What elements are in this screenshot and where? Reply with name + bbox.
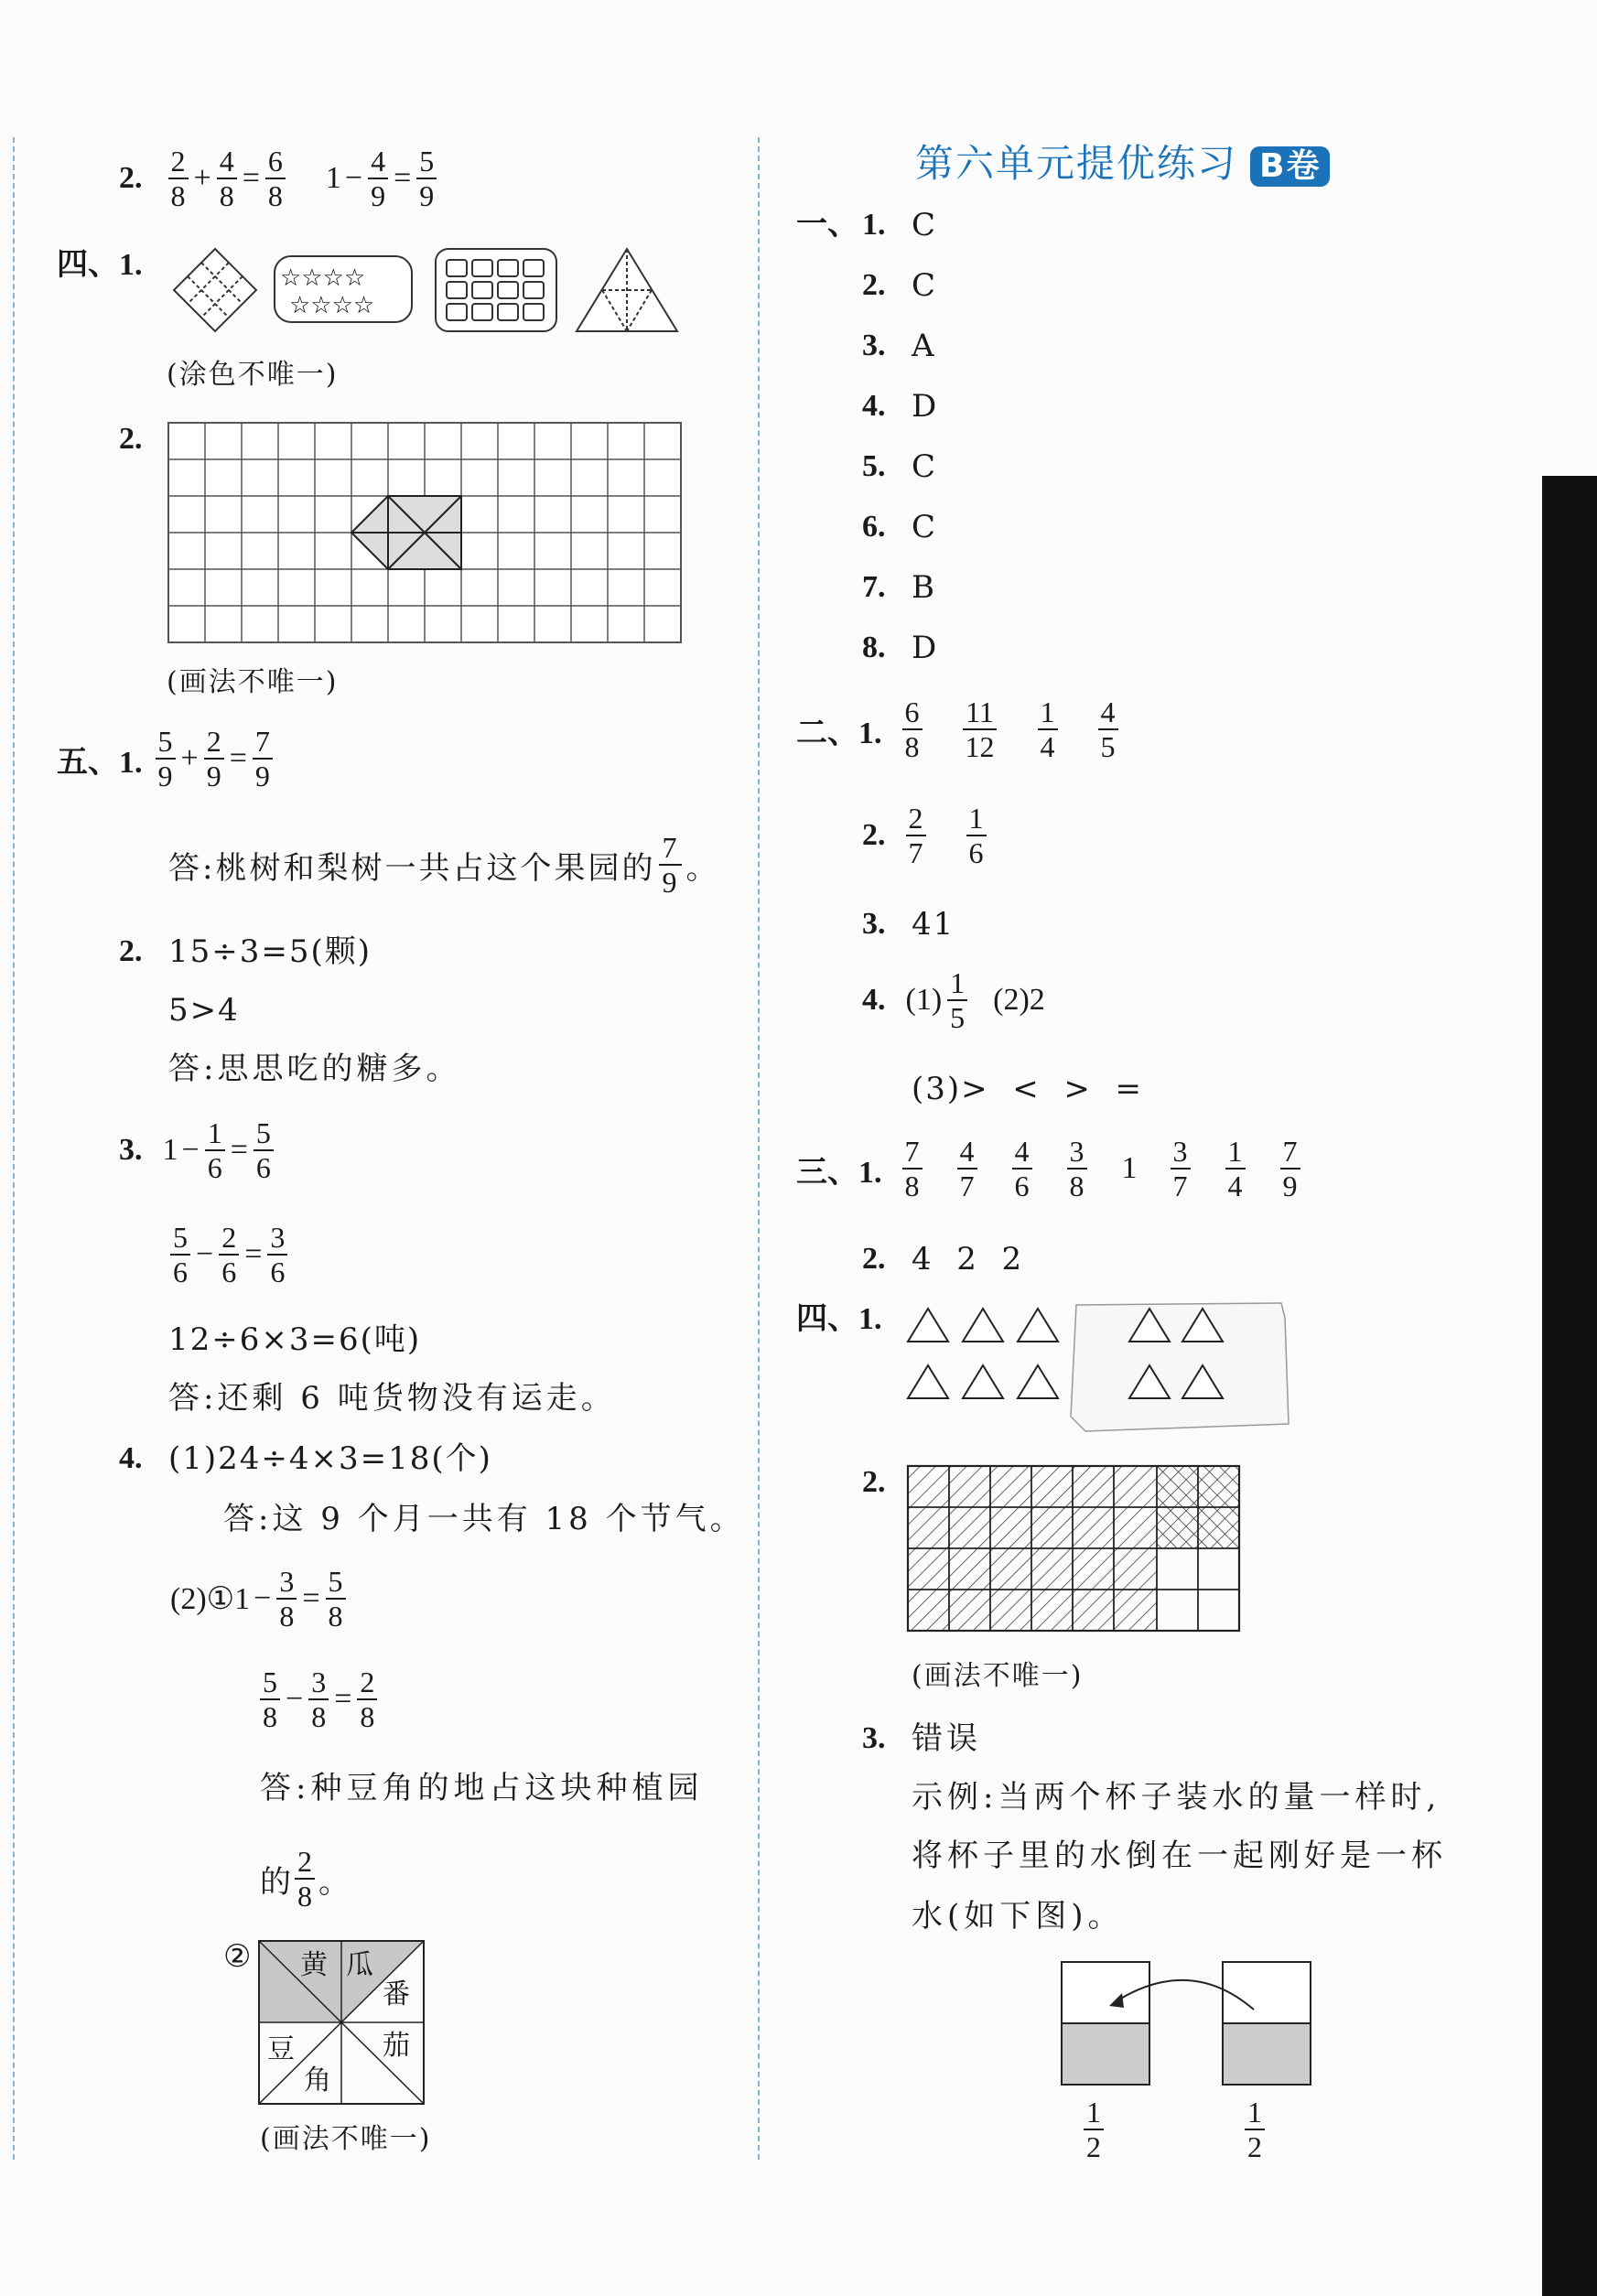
r-s4-3-l2: 将杯子里的水倒在一起刚好是一杯: [912, 1838, 1447, 1874]
left-s4-label: 四、1.: [57, 248, 143, 282]
squares-box: [436, 249, 556, 331]
r-s1-item-answer: A: [912, 328, 936, 364]
r-s2-4-row: 4. (1) 1 5 (2)2: [862, 966, 1045, 1034]
r-s1-item-num: 2.: [862, 268, 886, 302]
r-s1-item-answer: D: [912, 388, 939, 425]
r-s1-item-answer: C: [912, 207, 938, 243]
r-s1-item-answer: C: [912, 267, 938, 304]
s5-4-l2: 答:这 9 个月一共有 18 个节气。: [223, 1501, 745, 1537]
hatched-grid-figure: [906, 1464, 1241, 1633]
r-s4-note: (画法不唯一): [912, 1660, 1084, 1692]
r-s1-item-answer: B: [912, 569, 936, 606]
r-s2-4-p3: (3)> < > =: [912, 1071, 1143, 1107]
garden-label-jiao: 角: [304, 2064, 333, 2097]
left-s4-2-num: 2.: [119, 422, 143, 456]
r-s1-item-num: 6.: [862, 510, 886, 544]
r-s3-2-ans: 4 2 2: [912, 1241, 1024, 1277]
s5-3-l3: 12÷6×3=6(吨): [168, 1321, 422, 1358]
triangle-figure: [577, 249, 677, 331]
shaded-diamond: [174, 249, 256, 331]
stars-box: [275, 256, 412, 322]
r-s1-item-num: 3.: [862, 329, 886, 362]
garden-label-qie: 茄: [383, 2030, 412, 2062]
triangles-figure: [906, 1299, 1300, 1437]
s5-2-l2: 5>4: [168, 992, 240, 1029]
r-s2-3-num: 3.: [862, 907, 886, 941]
garden-label-fan: 番: [383, 1978, 412, 2010]
column-divider: [758, 137, 760, 2160]
r-s1-item-num: 1.: [862, 208, 886, 242]
left-margin-line: [13, 137, 15, 2160]
s5-4-row4: 5 8 − $\frac{3}{8}$ = $\frac{2}{8}$: [256, 1665, 381, 1733]
r-s1-item-answer: D: [912, 630, 939, 666]
s5-4-ans1: 答:种豆角的地占这块种植园: [260, 1770, 704, 1806]
r-s1-label: 一、: [796, 208, 858, 242]
left-q2-row: 2. 2 8 + $\frac{4}{8}$ = $\frac{6}{8}$ 1 − $\frac{4}{9}$ = $\frac{5}{9}$: [119, 145, 440, 212]
s5-1-answer: 答:桃树和梨树一共占这个果园的 7 9 。: [168, 831, 720, 899]
r-s4-3-ans: 错误: [912, 1720, 981, 1757]
svg-text:☆☆☆☆: ☆☆☆☆: [280, 264, 366, 292]
s5-2-l1: 15÷3=5(颗): [168, 933, 372, 970]
garden-label-huang: 黄: [300, 1949, 329, 1981]
s5-3-row1: 3. 1 − $\frac{1}{6}$ = $\frac{5}{6}$: [119, 1116, 277, 1184]
grid-figure: [167, 421, 683, 644]
r-s1-item-num: 4.: [862, 389, 886, 423]
page-title: 第六单元提优练习 B卷: [915, 134, 1330, 189]
cups-figure: [1052, 1955, 1318, 2092]
r-s4-3-l1: 示例:当两个杯子装水的量一样时,: [912, 1779, 1441, 1816]
r-s1-item-num: 5.: [862, 449, 886, 483]
s5-4-row3: (2)①1 − $\frac{3}{8}$ = $\frac{5}{8}$: [168, 1565, 350, 1633]
s5-4-note: (画法不唯一): [260, 2123, 432, 2155]
s5-2-num: 2.: [119, 934, 143, 968]
r-s4-label: 四、1.: [796, 1302, 882, 1336]
left-s4-note1: (涂色不唯一): [167, 359, 339, 391]
r-s3-1-row: 三、1. 7 8 4 7 4 6 3 8 1 3 7 1 4 7 9: [796, 1135, 1304, 1202]
s4-shapes-figure: [165, 240, 686, 340]
cup-right-fraction: $\frac{1}{2}$: [1241, 2096, 1268, 2163]
svg-text:☆☆☆☆: ☆☆☆☆: [289, 292, 375, 319]
r-s1-item-answer: C: [912, 448, 938, 485]
r-s1-item-num: 7.: [862, 570, 886, 604]
s5-3-l4: 答:还剩 6 吨货物没有运走。: [168, 1380, 616, 1417]
r-s2-2-row: 2. 2 7 1 6: [862, 802, 990, 869]
s5-1-row: 五、1. 5 9 + $\frac{2}{9}$ = $\frac{7}{9}$: [57, 725, 276, 792]
r-s2-1-row: 二、1. 6 8 11 12 1 4 4 5: [796, 695, 1122, 763]
s5-3-row2: 5 6 − $\frac{2}{6}$ = $\frac{3}{6}$: [167, 1221, 291, 1288]
r-s4-3-l3: 水(如下图)。: [912, 1898, 1124, 1935]
r-s1-item-num: 8.: [862, 631, 886, 664]
scan-edge: [1542, 476, 1597, 2296]
r-s2-3-ans: 41: [912, 906, 955, 943]
garden-label-gua: 瓜: [346, 1949, 375, 1981]
left-s4-note2: (画法不唯一): [167, 666, 339, 698]
s5-4-l1: (1)24÷4×3=18(个): [168, 1440, 492, 1477]
cup-left-fraction: $\frac{1}{2}$: [1080, 2096, 1107, 2163]
garden-square: [258, 1940, 425, 2105]
s5-2-l3: 答:思思吃的糖多。: [168, 1051, 461, 1087]
b-badge: B卷: [1250, 146, 1330, 187]
r-s3-2-num: 2.: [862, 1242, 886, 1276]
r-s1-item-answer: C: [912, 509, 938, 545]
r-s4-3-num: 3.: [862, 1721, 886, 1755]
r-s4-2-num: 2.: [862, 1465, 886, 1499]
s5-4-num: 4.: [119, 1441, 143, 1475]
s5-4-circ2: ②: [223, 1938, 254, 1975]
s5-4-ans2: 的 2 8 。: [260, 1845, 350, 1913]
garden-label-dou: 豆: [267, 2033, 297, 2065]
